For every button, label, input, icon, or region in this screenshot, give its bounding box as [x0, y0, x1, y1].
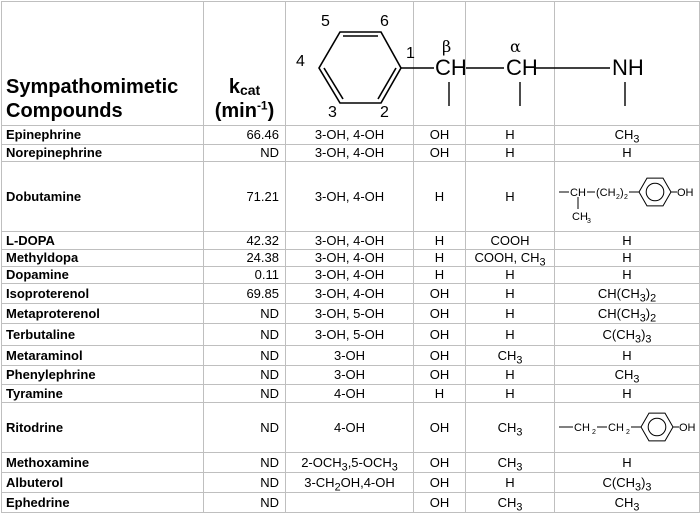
- beta-label: β: [442, 37, 452, 56]
- sidechain-oh: OH: [677, 187, 694, 199]
- kcat-value: ND: [204, 346, 286, 366]
- compound-name: L-DOPA: [2, 232, 204, 250]
- alpha-substituent: H: [466, 126, 555, 145]
- compound-name: Metaproterenol: [2, 304, 204, 324]
- alpha-substituent: H: [466, 385, 555, 403]
- ring-substituents: 3-OH, 5-OH: [286, 324, 414, 346]
- ring-number-2: 2: [380, 104, 389, 120]
- ring-number-6: 6: [380, 13, 389, 30]
- compound-name: Isoproterenol: [2, 284, 204, 304]
- beta-substituent: H: [414, 267, 466, 284]
- table-row: [2, 267, 700, 284]
- table-row: [2, 304, 700, 324]
- phenethylamine-structure: [284, 2, 694, 120]
- alpha-substituent: H: [466, 284, 555, 304]
- beta-substituent: OH: [414, 346, 466, 366]
- ring-substituents: 3-OH, 4-OH: [286, 284, 414, 304]
- compound-name: Norepinephrine: [2, 145, 204, 162]
- beta-substituent: H: [414, 162, 466, 232]
- sidechain-paren: ): [620, 187, 624, 199]
- ring-substituents: 3-OH, 4-OH: [286, 126, 414, 145]
- beta-substituent: OH: [414, 126, 466, 145]
- compound-name: Terbutaline: [2, 324, 204, 346]
- n-substituent: $CH_3$: [555, 366, 700, 385]
- sidechain-ch2: (CH: [596, 187, 616, 199]
- beta-substituent: H: [414, 385, 466, 403]
- alpha-substituent: $CH_3$: [466, 346, 555, 366]
- sidechain-ch3: CH: [572, 211, 588, 223]
- alpha-label: α: [510, 37, 521, 56]
- alpha-substituent: COOH: [466, 232, 555, 250]
- alpha-substituent: H: [466, 366, 555, 385]
- kcat-value: 24.38: [204, 250, 286, 267]
- n-substituent: H: [555, 145, 700, 162]
- kcat-value: ND: [204, 473, 286, 493]
- sidechain-sub: 3: [587, 218, 591, 225]
- ring-substituents: 3-OH, 5-OH: [286, 304, 414, 324]
- beta-substituent: OH: [414, 453, 466, 473]
- table-row: [2, 324, 700, 346]
- ring-substituents: 3-OH, 4-OH: [286, 232, 414, 250]
- table-row: [2, 473, 700, 493]
- phenol-ring: [641, 413, 673, 441]
- alpha-substituent: H: [466, 145, 555, 162]
- alpha-substituent: $CH_3$: [466, 493, 555, 513]
- alpha-substituent: H: [466, 267, 555, 284]
- compounds-header-line1: Sympathomimetic: [6, 76, 179, 98]
- table-row: [2, 162, 700, 232]
- alpha-substituent: H: [466, 473, 555, 493]
- kcat-header: [204, 2, 286, 126]
- n-substituent: H: [555, 232, 700, 250]
- compound-name: Phenylephrine: [2, 366, 204, 385]
- sidechain-oh: OH: [679, 422, 696, 434]
- table-row: [2, 453, 700, 473]
- ring-number-4: 4: [296, 53, 305, 70]
- n-substituent: $C(CH_3)_3$: [555, 473, 700, 493]
- compound-name: Ephedrine: [2, 493, 204, 513]
- ritodrine-sidechain-structure: [559, 403, 696, 449]
- n-substituent: $CH_3$: [555, 493, 700, 513]
- kcat-symbol: $k_{cat}$: [228, 76, 261, 98]
- beta-substituent: H: [414, 250, 466, 267]
- compound-name: Epinephrine: [2, 126, 204, 145]
- beta-substituent: OH: [414, 403, 466, 453]
- table-row: [2, 346, 700, 366]
- sidechain-sub: 2: [616, 194, 620, 201]
- kcat-value: 66.46: [204, 126, 286, 145]
- compound-name: Metaraminol: [2, 346, 204, 366]
- kcat-value: 42.32: [204, 232, 286, 250]
- n-substituent: H: [555, 346, 700, 366]
- sidechain-ch: CH: [570, 187, 586, 199]
- beta-substituent: H: [414, 232, 466, 250]
- ring-substituents: 4-OH: [286, 403, 414, 453]
- phenol-ring: [639, 178, 671, 206]
- n-substituent-dobutamine: [555, 162, 700, 232]
- kcat-value: ND: [204, 324, 286, 346]
- ring-substituents: $3-CH_2OH,4-OH$: [286, 473, 414, 493]
- sidechain-sub: 2: [626, 429, 630, 436]
- alpha-substituent: $CH_3$: [466, 403, 555, 453]
- kcat-value: 71.21: [204, 162, 286, 232]
- beta-substituent: OH: [414, 145, 466, 162]
- n-substituent: H: [555, 267, 700, 284]
- kcat-value: ND: [204, 385, 286, 403]
- alpha-carbon: CH: [506, 55, 538, 80]
- ring-substituents: 3-OH: [286, 346, 414, 366]
- n-substituent: $C(CH_3)_3$: [555, 324, 700, 346]
- compound-name: Methoxamine: [2, 453, 204, 473]
- n-substituent: $CH_3$: [555, 126, 700, 145]
- kcat-value: ND: [204, 493, 286, 513]
- compounds-header: [2, 2, 204, 126]
- n-substituent: $CH(CH_3)_2$: [555, 304, 700, 324]
- kcat-value: ND: [204, 403, 286, 453]
- sidechain-ch2: CH: [608, 422, 624, 434]
- n-substituent: H: [555, 250, 700, 267]
- sidechain-sub: 2: [624, 194, 628, 201]
- kcat-value: ND: [204, 366, 286, 385]
- kcat-value: ND: [204, 145, 286, 162]
- kcat-value: ND: [204, 304, 286, 324]
- table-row: [2, 126, 700, 145]
- table-row: [2, 284, 700, 304]
- amine-group: NH: [612, 55, 644, 80]
- table-row: [2, 493, 700, 513]
- kcat-unit: $(\min^{-1})$: [214, 98, 275, 122]
- ring-substituents: [286, 493, 414, 513]
- compound-name: Albuterol: [2, 473, 204, 493]
- n-substituent: H: [555, 385, 700, 403]
- beta-substituent: OH: [414, 493, 466, 513]
- ring-substituents: 4-OH: [286, 385, 414, 403]
- ring-number-1: 1: [406, 45, 415, 62]
- ring-substituents: 3-OH, 4-OH: [286, 267, 414, 284]
- dobutamine-sidechain-structure: [559, 162, 696, 228]
- n-substituent: H: [555, 453, 700, 473]
- table-row: [2, 250, 700, 267]
- alpha-substituent: H: [466, 162, 555, 232]
- ring-number-3: 3: [328, 104, 337, 120]
- alpha-substituent: H: [466, 304, 555, 324]
- n-substituent: $CH(CH_3)_2$: [555, 284, 700, 304]
- beta-substituent: OH: [414, 324, 466, 346]
- beta-carbon: CH: [435, 55, 467, 80]
- alpha-substituent: $CH_3$: [466, 453, 555, 473]
- ring-substituents: 3-OH: [286, 366, 414, 385]
- beta-substituent: OH: [414, 304, 466, 324]
- table-row: [2, 232, 700, 250]
- compound-name: Methyldopa: [2, 250, 204, 267]
- kcat-value: 0.11: [204, 267, 286, 284]
- beta-substituent: OH: [414, 366, 466, 385]
- compound-name: Dopamine: [2, 267, 204, 284]
- compound-name: Tyramine: [2, 385, 204, 403]
- ring-substituents: $2-OCH_3,5-OCH_3$: [286, 453, 414, 473]
- alpha-substituent: COOH, $CH_3$: [466, 250, 555, 267]
- n-substituent-ritodrine: [555, 403, 700, 453]
- ring-substituents: 3-OH, 4-OH: [286, 162, 414, 232]
- table-row: [2, 145, 700, 162]
- compound-name: Dobutamine: [2, 162, 204, 232]
- ring-substituents: 3-OH, 4-OH: [286, 145, 414, 162]
- ring-number-5: 5: [321, 13, 330, 30]
- kcat-value: ND: [204, 453, 286, 473]
- compounds-header-line2: Compounds: [6, 100, 123, 122]
- ring-substituents: 3-OH, 4-OH: [286, 250, 414, 267]
- compound-name: Ritodrine: [2, 403, 204, 453]
- sidechain-sub: 2: [592, 429, 596, 436]
- table-row: [2, 366, 700, 385]
- table-row: [2, 385, 700, 403]
- table-row: [2, 403, 700, 453]
- beta-substituent: OH: [414, 473, 466, 493]
- alpha-substituent: H: [466, 324, 555, 346]
- benzene-ring: [319, 32, 401, 103]
- beta-substituent: OH: [414, 284, 466, 304]
- kcat-value: 69.85: [204, 284, 286, 304]
- sidechain-ch2: CH: [574, 422, 590, 434]
